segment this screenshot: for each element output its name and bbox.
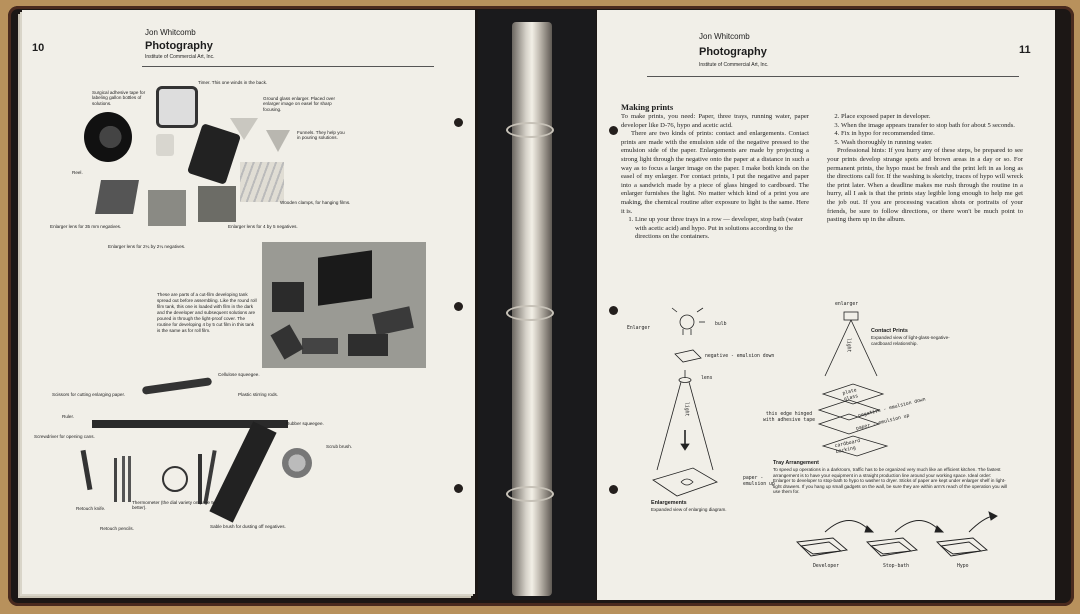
tray-diagram [797, 512, 997, 556]
label-cellulose: Cellulose squeegee. [218, 372, 260, 377]
paragraph-kinds: There are two kinds of prints: contact and enlargements. Contact prints are made with the emulsion side of the negative pressed to the emulsion side of the paper. Enlargements are made by projecting a strong light through the negative onto the paper at a distance in such a way as to focus a larger image on the paper. I make both kinds on the easel of my enlarger. For contact prints, I put the negative and paper into a sandwich made by a piece of glass hinged to cardboard. The enlarger furnishes the light. No matter which kind of a print you are making, the chemical routine after exposure to light is the same. Here it is. [621, 130, 809, 215]
author: Jon Whitcomb [145, 28, 196, 37]
label-scissors: Scissors for cutting enlarging paper. [52, 392, 126, 397]
punch-hole [454, 484, 463, 493]
page-number: 10 [32, 42, 45, 54]
paper-shape [653, 468, 717, 496]
publisher: Institute of Commercial Art, Inc. [145, 54, 215, 60]
label-funnels: Funnels. They help you in pouring solutions. [297, 130, 345, 141]
diagram-label-negative: negative - emulsion down [705, 354, 775, 359]
right-page [597, 10, 1055, 600]
funnel-photo [230, 118, 258, 140]
diagram-label-lens: lens [701, 376, 713, 381]
page-title: Photography [699, 46, 767, 58]
tray-label-stop-bath: Stop-bath [883, 564, 909, 569]
left-page [22, 10, 475, 594]
lens-4x5-photo [198, 186, 236, 222]
diagram-label-hinged: this edge hinged with adhesive tape [763, 412, 815, 423]
scrub-brush-photo [282, 448, 312, 478]
tray-caption-title: Tray Arrangement [773, 460, 819, 466]
lens-2-photo [148, 190, 186, 226]
paragraph-hints: Professional hints: If you hurry any of these steps, be prepared to see your prints develop strange spots and brown areas in a day or so. For permanent prints, the hypo must be fresh and the print left in as long as the directions call for. If the washing is sketchy, traces of hypo will wreck the print later. When a deadline makes me rush through the routine in a hurry, all I ask is that the prints stay legible long enough to help me get the job out. If you are processing vacation shots or portraits of your friends, be sure to follow directions, or there won't be much point to pasting them up in the album. [827, 147, 1023, 224]
label-timer: Timer. This one winds in the back. [198, 80, 268, 85]
reel-photo [84, 112, 132, 162]
punch-hole [454, 302, 463, 311]
diagram-label-enlarger-top: enlarger [835, 302, 859, 307]
label-lens-35: Enlarger lens for 35 mm negatives. [50, 224, 122, 229]
step-5: 5. Wash thoroughly in running water. [841, 139, 1023, 148]
diagram-label-paper: paper - emulsion up [743, 476, 775, 487]
header-rule [142, 66, 434, 67]
diagram-label-light: light [683, 402, 689, 417]
wooden-clamps-photo [240, 162, 284, 202]
binder-ring [506, 122, 554, 138]
label-plastic-rods: Plastic stirring rods. [238, 392, 279, 397]
label-wooden-clamps: Wooden clamps, for hanging films. [280, 200, 351, 205]
contact-caption-title: Contact Prints [871, 328, 908, 334]
label-retouch-pencils: Retouch pencils. [100, 526, 134, 531]
tray-caption-text: To speed up operations in a darkroom, traffic has to be organized very much like an efficient kitchen. The fastest arrangement is to have your equipment in a straight production line around your working space. Ideal order: Enlarger to developer to stop-bath to hypo to washer to dryer. Sticks of paper are kept under enlarger shelf in light-tight drawers. If you hang up small gadgets on the wall, be sure they are within arm's reach of the operation you will use them for. [773, 467, 1008, 495]
binder-ring [506, 486, 554, 502]
contact-caption-text: Expanded view of light-glass-negative-cardboard relationship. [871, 335, 950, 346]
diagram-label-cardboard: cardboard backing [834, 438, 861, 455]
tank-parts-photo [262, 242, 426, 368]
label-screwdriver: Screwdriver for opening cans. [34, 434, 95, 439]
lens-shape [679, 378, 691, 383]
enlargements-caption-text: Expanded view of enlarging diagram. [651, 507, 727, 512]
step-3: 3. When the image appears transfer to stop bath for about 5 seconds. [841, 122, 1023, 131]
negative-shape [675, 350, 701, 362]
lens-35-photo [95, 180, 139, 214]
step-1: 1. Line up your three trays in a row — developer, stop bath (water with acetic acid) and hypo. Put in solutions according to the directions on the containers. [635, 216, 809, 242]
label-ground-glass: Ground glass enlarger. Placed over enlarger image on easel for sharp focusing. [263, 96, 336, 112]
tray-label-hypo: Hypo [957, 564, 969, 569]
label-ruler: Ruler. [62, 414, 74, 419]
tank-caption: These are parts of a cut-film developing tank spread out before assembling. Like the round roll film tank, this one is loaded with film in the dark and the developer and subsequent solutions are poured in through the light-proof cover. The routine for developing 4 by 5 cut film in this tank is the same as for roll film. [157, 292, 257, 333]
stirring-rod-photo [198, 454, 202, 504]
step-2: 2. Place exposed paper in developer. [841, 113, 1023, 122]
diagram-label-light-2: light [845, 338, 851, 353]
diagram-label-enlarger: Enlarger [627, 326, 651, 331]
diagram-label-bulb: bulb [715, 322, 727, 327]
paragraph-needs: To make prints, you need: Paper, three trays, running water, paper developer like D-76, hypo and acetic acid. [621, 113, 809, 129]
pencil-photo [128, 456, 131, 502]
funnel-photo [266, 130, 290, 152]
binder-ring [506, 305, 554, 321]
label-sable: Sable brush for dusting off negatives. [210, 524, 286, 529]
bulb-shape [680, 315, 694, 329]
label-thermometer: Thermometer (the dial variety on page 9 is better). [132, 500, 219, 511]
punch-hole [454, 118, 463, 127]
tape-photo [156, 134, 174, 156]
label-retouch-knife: Retouch knife. [76, 506, 106, 511]
label-adhesive-tape: Surgical adhesive tape for labeling gallon bottles of solutions. [92, 90, 146, 106]
page-number: 11 [1019, 44, 1031, 56]
label-lens-2: Enlarger lens for 2¼ by 2¼ negatives. [108, 244, 186, 249]
step-4: 4. Fix in hypo for recommended time. [841, 130, 1023, 139]
diagram-label-paper-emulsion: paper - emulsion up [855, 413, 911, 432]
label-scrub: Scrub brush. [326, 444, 353, 449]
page-title: Photography [145, 40, 213, 52]
diagram-label-plate-glass: plate glass [842, 388, 859, 403]
author: Jon Whitcomb [699, 32, 750, 41]
scissors-photo [162, 466, 188, 492]
pencil-photo [122, 456, 125, 502]
enlargements-caption-title: Enlargements [651, 500, 687, 506]
tray-label-developer: Developer [813, 564, 839, 569]
timer-photo [156, 86, 198, 128]
diagram-label-neg-emulsion: negative - emulsion down [857, 397, 927, 420]
section-heading: Making prints [621, 102, 674, 112]
retouch-knife-photo [114, 458, 117, 502]
label-lens-4x5: Enlarger lens for 4 by 5 negatives. [228, 224, 298, 229]
screwdriver-photo [81, 450, 93, 490]
label-reel: Reel. [72, 170, 83, 175]
label-rubber: Rubber squeegee. [286, 421, 324, 426]
stirring-rod-photo [203, 450, 216, 504]
publisher: Institute of Commercial Art, Inc. [699, 62, 769, 68]
